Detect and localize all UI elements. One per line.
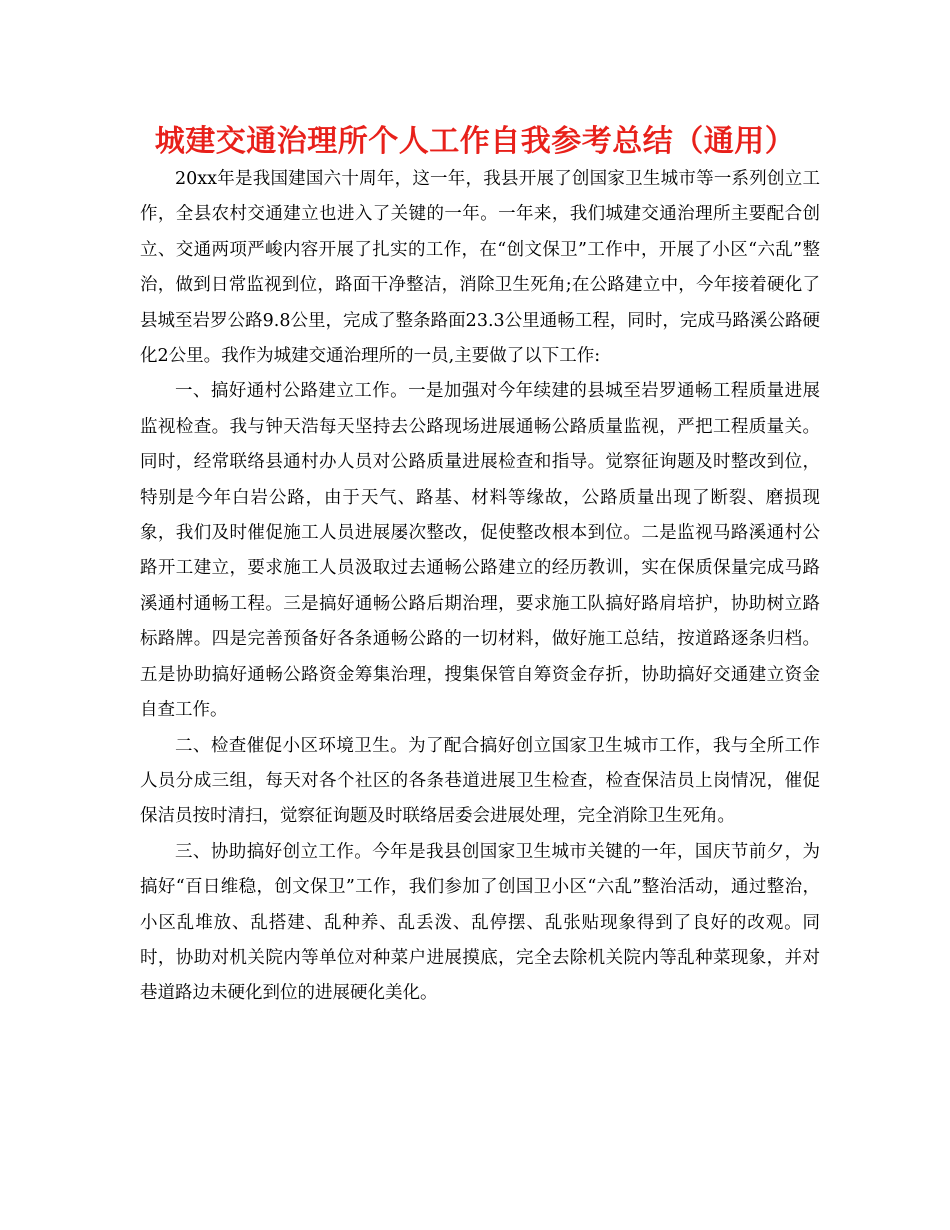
- paragraph-section-2: 二、检查催促小区环境卫生。为了配合搞好创立国家卫生城市工作，我与全所工作人员分成三组，每天对各个社区的各条巷道进展卫生检查，检查保洁员上岗情况，催促保洁员按时清扫，觉察征询题及时联络居委会进展处理，完全消除卫生死角。: [140, 735, 820, 827]
- document-title: 城建交通治理所个人工作自我参考总结（通用）: [154, 124, 796, 159]
- paragraph-section-1: 一、搞好通村公路建立工作。一是加强对今年续建的县城至岩罗通畅工程质量进展监视检查。我与钟天浩每天坚持去公路现场进展通畅公路质量监视，严把工程质量关。同时，经常联络县通村办人员对公路质量进展检查和指导。觉察征询题及时整改到位，特别是今年白岩公路，由于天气、路基、材料等缘故，公路质量出现了断裂、磨损现象，我们及时催促施工人员进展屡次整改，促使整改根本到位。二是监视马路溪通村公路开工建立，要求施工人员汲取过去通畅公路建立的经历教训，实在保质保量完成马路溪通村通畅工程。三是搞好通畅公路后期治理，要求施工队搞好路肩培护，协助树立路标路牌。四是完善预备好各条通畅公路的一切材料，做好施工总结，按道路逐条归档。五是协助搞好通畅公路资金筹集治理，搜集保管自筹资金存折，协助搞好交通建立资金自查工作。: [140, 381, 820, 721]
- document-body: [140, 162, 820, 1012]
- paragraph-intro: 20xx年是我国建国六十周年，这一年，我县开展了创国家卫生城市等一系列创立工作，全县农村交通建立也进入了关键的一年。一年来，我们城建交通治理所主要配合创立、交通两项严峻内容开展了扎实的工作，在“创文保卫”工作中，开展了小区“六乱”整治，做到日常监视到位，路面干净整洁，消除卫生死角;在公路建立中，今年接着硬化了县城至岩罗公路9.8公里，完成了整条路面23.3公里通畅工程，同时，完成马路溪公路硬化2公里。我作为城建交通治理所的一员,主要做了以下工作:: [140, 169, 820, 367]
- paragraph-section-3: 三、协助搞好创立工作。今年是我县创国家卫生城市关键的一年，国庆节前夕，为搞好“百日维稳，创文保卫”工作，我们参加了创国卫小区“六乱”整治活动，通过整治，小区乱堆放、乱搭建、乱种养、乱丢泼、乱停摆、乱张贴现象得到了良好的改观。同时，协助对机关院内等单位对种菜户进展摸底，完全去除机关院内等乱种菜现象，并对巷道路边未硬化到位的进展硬化美化。: [140, 841, 820, 1004]
